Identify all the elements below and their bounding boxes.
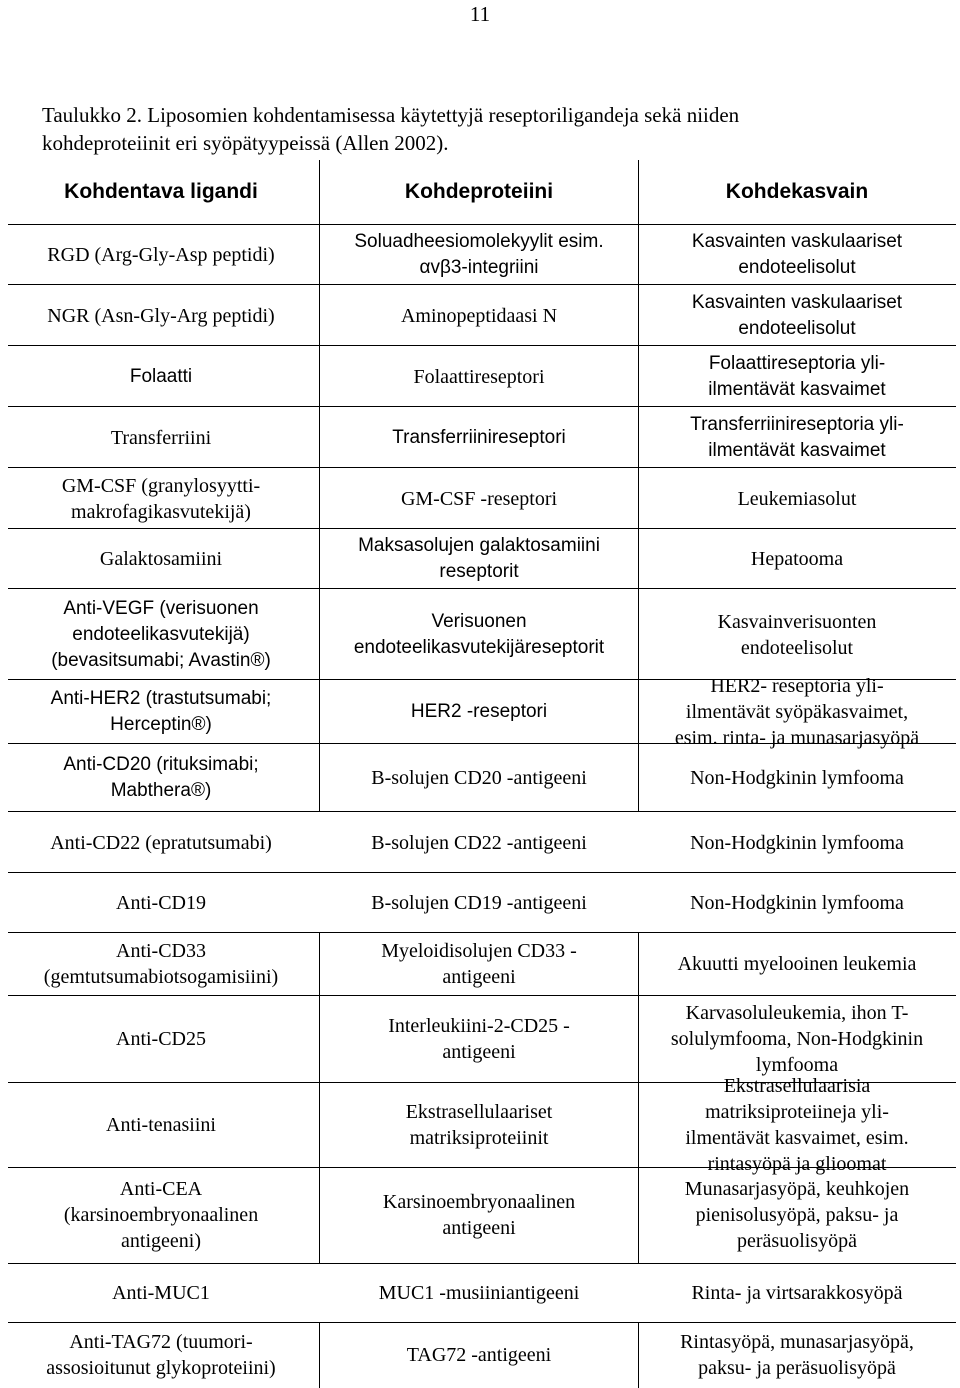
cell-line: matriksiproteiinit: [409, 1126, 549, 1149]
cell-line: Aminopeptidaasi N: [400, 304, 558, 327]
table-row: [0, 407, 960, 468]
table-row: [0, 1167, 960, 1263]
cell-target: [638, 468, 956, 529]
cell-protein: [320, 285, 638, 346]
cell-line: Folaatti: [129, 365, 193, 387]
cell-protein: [320, 529, 638, 589]
table-row: [0, 995, 960, 1082]
cell-protein: [320, 407, 638, 468]
cell-target: [638, 675, 956, 749]
cell-line: Karsinoembryonaalinen: [382, 1191, 576, 1213]
cell-line: rintasyöpä ja glioomat: [707, 1152, 887, 1175]
cell-line: antigeeni: [442, 966, 516, 988]
cell-ligand: [8, 995, 314, 1082]
cell-target: [638, 744, 956, 812]
caption-line-2: kohdeproteiinit eri syöpätyypeissä (Allen 2002).: [42, 131, 449, 155]
cell-line: Munasarjasyöpä, keuhkojen: [684, 1178, 910, 1200]
cell-ligand: [8, 744, 314, 812]
cell-line: Anti-tenasiini: [106, 1113, 216, 1136]
cell-target: [638, 1167, 956, 1263]
cell-line: Ekstrasellulaarisia: [723, 1074, 871, 1097]
cell-line: Soluadheesiomolekyylit esim.: [354, 230, 604, 252]
table-row: [0, 675, 960, 749]
cell-line: Anti-HER2 (trastutsumabi;: [50, 688, 272, 709]
cell-line: B-solujen CD20 -antigeeni: [371, 767, 587, 789]
table-row: [0, 285, 960, 346]
cell-ligand: [8, 933, 314, 995]
cell-line: Akuutti myelooinen leukemia: [677, 953, 917, 975]
cell-target: [638, 529, 956, 589]
table-row: [0, 812, 960, 873]
cell-target: [638, 995, 956, 1082]
cell-line: (bevasitsumabi; Avastin®): [51, 649, 271, 671]
cell-line: Interleukiini-2-CD25 -: [388, 1014, 570, 1037]
cell-ligand: [8, 812, 314, 873]
cell-line: endoteelisolut: [738, 256, 856, 278]
cell-protein: [320, 744, 638, 812]
cell-line: HER2 -reseptori: [410, 701, 548, 722]
cell-line: (gemtutsumabiotsogamisiini): [43, 966, 279, 988]
cell-line: (karsinoembryonaalinen: [63, 1204, 259, 1226]
cell-line: Hepatooma: [750, 548, 844, 570]
cell-line: B-solujen CD22 -antigeeni: [371, 831, 587, 854]
page-number: 11: [469, 2, 491, 26]
cell-line: Maksasolujen galaktosamiini: [358, 535, 600, 556]
cell-protein: [320, 468, 638, 529]
cell-line: Anti-CD22 (epratutsumabi): [50, 831, 272, 854]
cell-ligand: [8, 407, 314, 468]
cell-target: [638, 933, 956, 995]
table-row: [0, 1263, 960, 1322]
cell-protein: [320, 812, 638, 873]
cell-line: Non-Hodgkinin lymfooma: [690, 767, 904, 789]
cell-line: Ekstrasellulaariset: [405, 1100, 553, 1123]
cell-line: esim. rinta- ja munasarjasyöpä: [674, 727, 920, 749]
cell-line: Herceptin®): [110, 714, 212, 735]
cell-line: ilmentävät syöpäkasvaimet,: [685, 701, 909, 723]
cell-protein: [320, 995, 638, 1082]
cell-line: Anti-CD20 (rituksimabi;: [63, 754, 259, 775]
cell-protein: [320, 224, 638, 285]
cell-line: Folaattireseptori: [413, 365, 545, 388]
table-row: [0, 1322, 960, 1388]
cell-target: [638, 1074, 956, 1175]
cell-line: B-solujen CD19 -antigeeni: [371, 892, 587, 914]
cell-line: Transferriinireseptoria yli-: [690, 413, 904, 435]
cell-line: RGD (Arg-Gly-Asp peptidi): [47, 243, 275, 266]
table-row: [0, 529, 960, 589]
cell-line: NGR (Asn-Gly-Arg peptidi): [47, 304, 275, 327]
cell-line: Rinta- ja virtsarakkosyöpä: [691, 1281, 903, 1304]
cell-ligand: [8, 1263, 314, 1322]
table-row: [0, 589, 960, 680]
cell-line: Anti-CD33: [116, 940, 206, 962]
table-row: [0, 468, 960, 529]
cell-line: solulymfooma, Non-Hodgkinin: [670, 1027, 924, 1050]
cell-line: endoteelisolut: [740, 636, 854, 659]
cell-line: MUC1 -musiiniantigeeni: [378, 1281, 580, 1304]
cell-ligand: [8, 1082, 314, 1167]
cell-ligand: [8, 589, 314, 680]
cell-protein: [320, 1167, 638, 1263]
cell-line: Folaattireseptoria yli-: [708, 352, 886, 374]
cell-ligand: [8, 680, 314, 744]
cell-ligand: [8, 224, 314, 285]
cell-ligand: [8, 346, 314, 407]
cell-line: Myeloidisolujen CD33 -: [381, 940, 577, 962]
cell-target: [638, 346, 956, 407]
cell-line: Anti-VEGF (verisuonen: [63, 597, 259, 619]
cell-line: GM-CSF -reseptori: [400, 487, 558, 510]
header-ligand: Kohdentava ligandi: [64, 180, 258, 203]
cell-protein: [320, 933, 638, 995]
cell-protein: [320, 589, 638, 680]
cell-target: [638, 1322, 956, 1388]
cell-line: GM-CSF (granylosyytti-: [61, 474, 261, 497]
cell-target: [638, 812, 956, 873]
cell-protein: [320, 346, 638, 407]
cell-protein: [320, 1082, 638, 1167]
cell-line: Kasvainten vaskulaariset: [691, 230, 903, 252]
cell-ligand: [8, 529, 314, 589]
cell-line: Transferriinireseptori: [392, 426, 566, 448]
cell-line: Mabthera®): [110, 780, 212, 801]
table-row: [0, 224, 960, 285]
cell-target: [638, 589, 956, 680]
cell-line: Anti-MUC1: [112, 1281, 210, 1304]
header-target: Kohdekasvain: [725, 180, 869, 203]
cell-line: antigeeni: [442, 1217, 516, 1239]
cell-line: Karvasoluleukemia, ihon T-: [685, 1001, 909, 1024]
cell-line: ilmentävät kasvaimet, esim.: [685, 1126, 909, 1149]
cell-protein: [320, 680, 638, 744]
cell-line: ilmentävät kasvaimet: [708, 378, 886, 400]
cell-ligand: [8, 1167, 314, 1263]
cell-target: [638, 285, 956, 346]
cell-line: Kasvainverisuonten: [717, 610, 877, 633]
cell-protein: [320, 1322, 638, 1388]
cell-protein: [320, 1263, 638, 1322]
cell-line: matriksiproteiineja yli-: [705, 1100, 889, 1123]
cell-line: Galaktosamiini: [99, 548, 223, 570]
cell-line: TAG72 -antigeeni: [406, 1344, 552, 1366]
cell-line: αvβ3-integriini: [419, 256, 539, 278]
caption-line-1: Taulukko 2. Liposomien kohdentamisessa käytettyjä reseptoriligandeja sekä niiden: [42, 103, 740, 127]
table-row: [0, 933, 960, 995]
cell-line: antigeeni: [442, 1040, 516, 1063]
cell-line: lymfooma: [755, 1053, 839, 1076]
cell-target: [638, 407, 956, 468]
cell-line: Anti-TAG72 (tuumori-: [69, 1331, 253, 1353]
cell-ligand: [8, 285, 314, 346]
cell-line: Kasvainten vaskulaariset: [691, 291, 903, 313]
cell-line: endoteelikasvutekijäreseptorit: [353, 636, 605, 658]
cell-line: endoteelisolut: [738, 317, 856, 339]
cell-line: assosioitunut glykoproteiini): [46, 1357, 276, 1379]
cell-target: [638, 873, 956, 933]
cell-line: Anti-CD25: [116, 1027, 206, 1050]
cell-line: Transferriini: [110, 426, 212, 449]
cell-line: antigeeni): [121, 1230, 201, 1252]
table-row: [0, 873, 960, 933]
table-row: [0, 744, 960, 812]
cell-line: ilmentävät kasvaimet: [708, 439, 886, 461]
cell-line: HER2- reseptoria yli-: [710, 675, 884, 697]
cell-line: reseptorit: [439, 561, 519, 582]
cell-ligand: [8, 1322, 314, 1388]
cell-target: [638, 224, 956, 285]
cell-line: Non-Hodgkinin lymfooma: [690, 892, 904, 914]
cell-line: peräsuolisyöpä: [737, 1230, 857, 1252]
table-row: [0, 346, 960, 407]
cell-line: paksu- ja peräsuolisyöpä: [698, 1357, 896, 1379]
cell-line: Anti-CEA: [119, 1178, 203, 1200]
cell-ligand: [8, 468, 314, 529]
cell-line: endoteelikasvutekijä): [72, 623, 250, 645]
cell-line: Rintasyöpä, munasarjasyöpä,: [680, 1331, 914, 1353]
cell-line: Leukemiasolut: [737, 487, 857, 510]
table-row: [0, 1074, 960, 1175]
cell-line: Non-Hodgkinin lymfooma: [690, 831, 904, 854]
cell-line: makrofagikasvutekijä): [71, 500, 251, 523]
cell-target: [638, 1263, 956, 1322]
cell-line: pienisolusyöpä, paksu- ja: [695, 1204, 899, 1226]
cell-line: Verisuonen: [431, 610, 527, 632]
cell-line: Anti-CD19: [116, 892, 206, 914]
cell-protein: [320, 873, 638, 933]
header-protein: Kohdeproteiini: [404, 180, 554, 203]
cell-ligand: [8, 873, 314, 933]
